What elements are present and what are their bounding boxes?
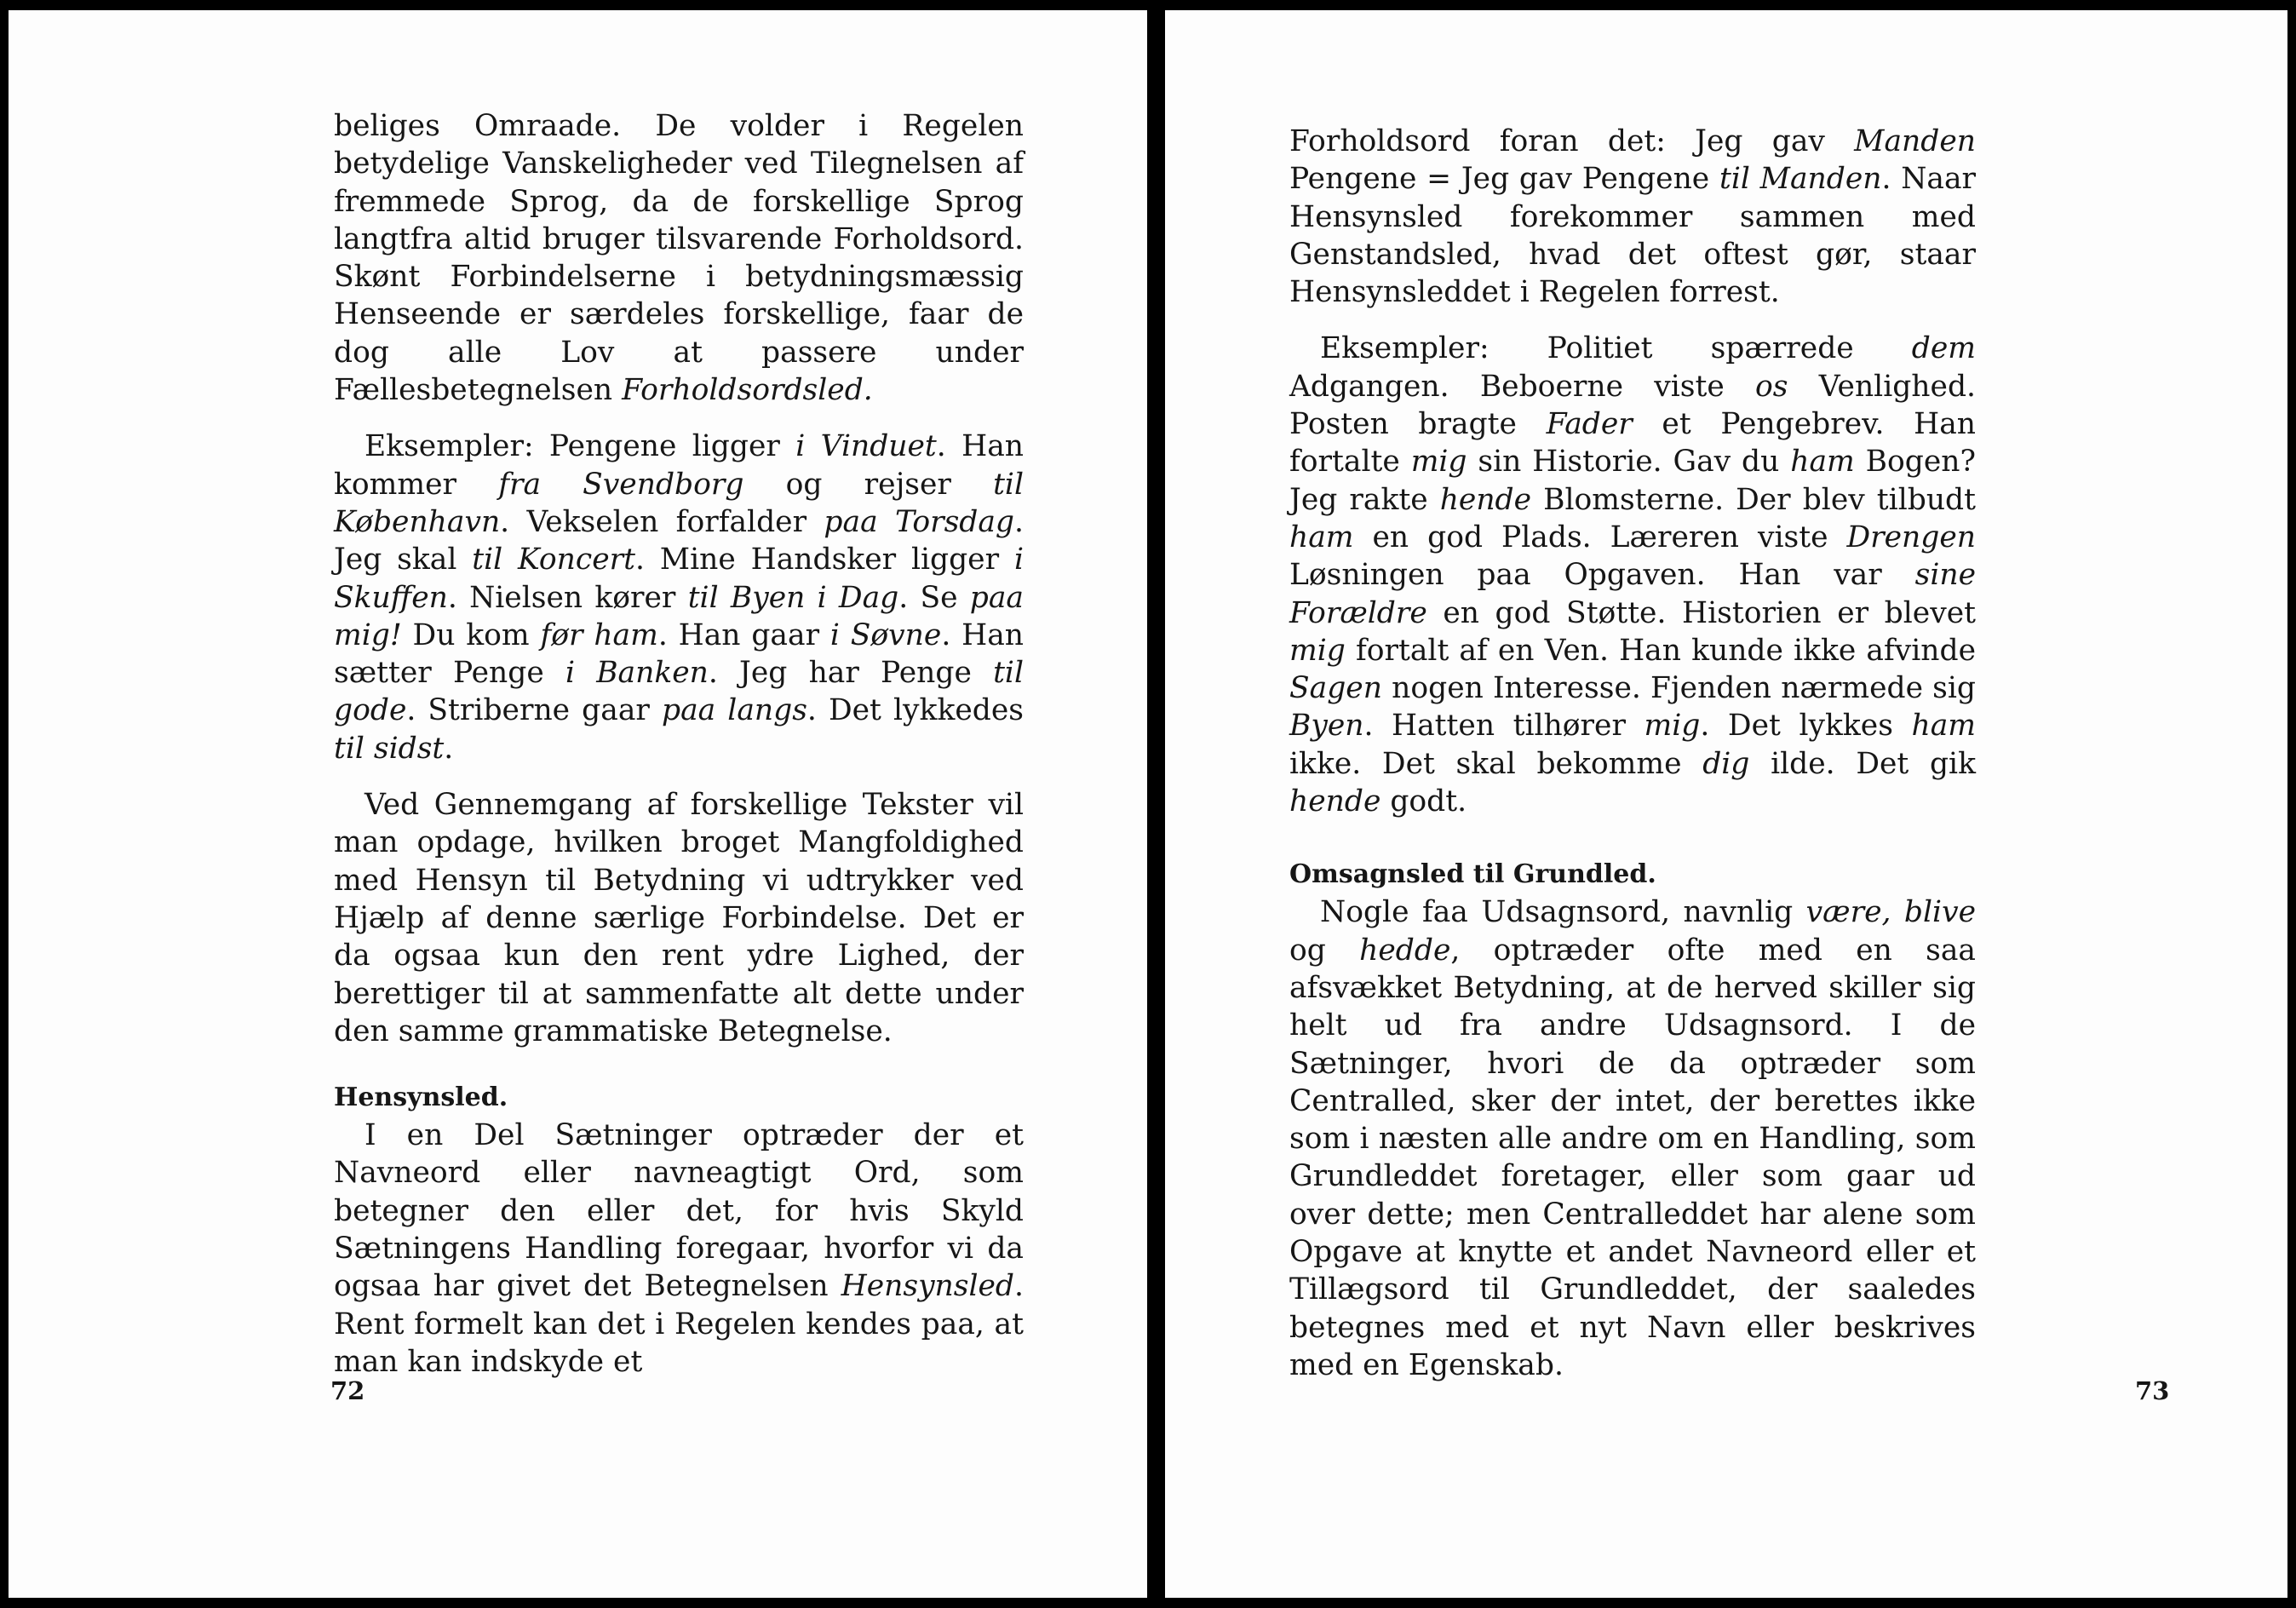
paragraph: beliges Omraade. De volder i Regelen betydelige Vanskeligheder ved Tilegnelsen af fremmede Sprog, da de forskellige Sprog langtfra altid bruger tilsvarende Forholdsord. Skønt Forbindelserne i betydningsmæssig Henseende er særdeles forskellige, faar de dog alle Lov at passere under Fællesbetegnelsen Forholdsordsled. xyxy=(334,109,1024,408)
page-number: 73 xyxy=(2135,1376,2170,1405)
left-page xyxy=(9,10,1147,1598)
paragraph: Forholdsord foran det: Jeg gav Manden Pengene = Jeg gav Pengene til Manden. Naar Hensynsled forekommer sammen med Genstandsled, hvad det oftest gør, staar Hensynsleddet i Regelen forrest. xyxy=(1289,124,1977,310)
paragraph: Nogle faa Udsagnsord, navnlig være, blive og hedde, optræder ofte med en saa afsvækket Betydning, at de herved skiller sig helt ud fra andre Udsagnsord. I de Sætninger, hvori de da optræder som Centralled, sker der intet, der berettes ikke som i næsten alle andre om en Handling, som Grundleddet foretager, eller som gaar ud over dette; men Centralleddet har alene som Opgave at knytte et andet Navneord eller et Tillægsord til Grundleddet, der saaledes betegnes med et nyt Navn eller beskrives med en Egenskab. xyxy=(1289,895,1976,1382)
page-number: 72 xyxy=(330,1376,365,1405)
right-page xyxy=(1165,10,2287,1598)
paragraph: Eksempler: Pengene ligger i Vinduet. Han kommer fra Svendborg og rejser til København. Vekselen forfalder paa Torsdag. Jeg skal til Koncert. Mine Handsker ligger i Skuffen. Nielsen kører til Byen i Dag. Se paa mig! Du kom før ham. Han gaar i Søvne. Han sætter Penge i Banken. Jeg har Penge til gode. Striberne gaar paa langs. Det lykkedes til sidst. xyxy=(334,429,1025,766)
section-heading: Hensynsled. xyxy=(334,1083,508,1113)
paragraph: Eksempler: Politiet spærrede dem Adgangen. Beboerne viste os Venlighed. Posten bragte Fader et Pengebrev. Han fortalte mig sin Historie. Gav du ham Bogen? Jeg rakte hende Blomsterne. Der blev tilbudt ham en god Plads. Læreren viste Drengen Løsningen paa Opgaven. Han var sine Forældre en god Støtte. Historien er blevet mig fortalt af en Ven. Han kunde ikke afvinde Sagen nogen Interesse. Fjenden nærmede sig Byen. Hatten tilhører mig. Det lykkes ham ikke. Det skal bekomme dig ilde. Det gik hende godt. xyxy=(1289,331,1976,819)
paragraph: I en Del Sætninger optræder der et Navneord eller navneagtigt Ord, som betegner den eller det, for hvis Skyld Sætningens Handling foregaar, hvorfor vi da ogsaa har givet det Betegnelsen Hensynsled. Rent formelt kan det i Regelen kendes paa, at man kan indskyde et xyxy=(334,1118,1024,1379)
paragraph: Ved Gennemgang af forskellige Tekster vil man opdage, hvilken broget Mangfoldighed med Hensyn til Betydning vi udtrykker ved Hjælp af denne særlige Forbindelse. Det er da ogsaa kun den rent ydre Lighed, der berettiger til at sammenfatte alt dette under den samme grammatiske Betegnelse. xyxy=(334,788,1024,1048)
section-heading: Omsagnsled til Grundled. xyxy=(1289,859,1656,890)
left-page-body xyxy=(334,107,1024,1381)
right-page-body xyxy=(1289,123,1976,1384)
